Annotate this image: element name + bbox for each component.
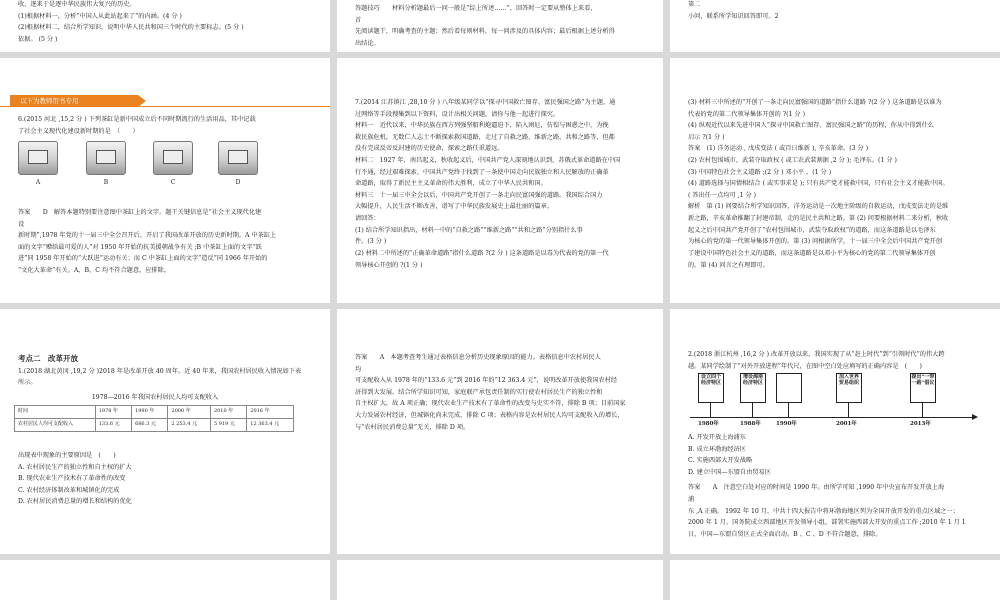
arrow-right-icon <box>972 414 978 420</box>
option-line: B. 成立环渤海经济区 <box>688 445 746 453</box>
question-line: 6.(2015 河北 ,15,2 分 ) 下列茶缸是新中国成立后不同时期流行的生活用品，其中记载 <box>18 116 256 123</box>
text-line: ( 答出任一点均可 ,1 分 ) <box>688 191 757 199</box>
text-line: 行不通，经过艰难探索，中国共产党终于找到了一条使中国走向民族独立和人民解放的正确革 <box>355 168 609 176</box>
option-label: B <box>103 179 109 186</box>
text-line: 启示 ?(1 分 ) <box>688 133 725 141</box>
timeline-stem <box>752 402 753 417</box>
answer-line: 答案 A 本题考查考生通过表格信息分析历史现象原因的能力。表格信息中农村居民人 <box>355 354 601 361</box>
page-9 <box>670 309 1000 554</box>
question-line: 越。某同学绘制了“对外开放进程”年代尺，在图中空白处应填写的正确内容是 ( ) <box>688 362 922 370</box>
timeline-year: 1988年 <box>740 421 761 427</box>
timeline-year: 2013年 <box>910 421 931 427</box>
option-line: C. 实施西部大开发战略 <box>688 457 753 465</box>
text-line: 起义之后中国共产党开创了“农村包围城市，武装夺取政权”的道路，而这条道路是以毛泽东 <box>688 226 936 234</box>
option-label: A <box>35 179 41 186</box>
page-10 <box>0 560 330 600</box>
table-cell: 2 253.4 元 <box>168 419 211 432</box>
page-6 <box>670 58 1000 303</box>
text-line: 依据。 (5 分 ) <box>18 35 58 43</box>
table-header-row <box>15 406 294 419</box>
page-5 <box>337 58 663 303</box>
option-line: A. 农村居民生产的独立性和自主权的扩大 <box>18 463 132 471</box>
question-line: 了社会主义现代化建设新时期的是 （ ） <box>18 127 139 135</box>
timeline-stem <box>710 402 711 417</box>
answer-line: 答案 D 解答本题特别要注意图中茶缸上的文字。题干关键信息是“社会主义现代化建 <box>18 209 262 216</box>
text-line: 首 <box>355 16 362 24</box>
page-11 <box>337 560 663 600</box>
page-12 <box>670 560 1000 600</box>
timeline-event: 提出“一带一路”倡议 <box>910 373 936 403</box>
text-line: 救民族危机，无数仁人志士不断探索救国道路，走过了自救之路、维新之路、共和之路等，但都 <box>355 133 615 141</box>
question-line: 2.(2018 浙江杭州 ,16,2 分 ) 改革开放以来，我国实现了从“赶上时代”到“引领时代”的伟大跨 <box>688 351 945 358</box>
text-line: (2)根据材料二，结合所学知识，说明中华人民共和国三个时代的主要标志。(5 分 ) <box>18 24 244 32</box>
page-3 <box>670 0 1000 52</box>
timeline-stem <box>788 402 789 417</box>
answer-line: 答案 A 注意空白处对应的时间是 1990 年。由所学可知 ,1990 年中央宣布开发开放上海 <box>688 484 945 492</box>
text-line: 解析 第 (1) 问要结合所学知识回答，洋务运动是一次地主阶级的自救运动，戊戌变法走的是维 <box>688 203 949 211</box>
answer-line: 进”同 1958 年开始的“大跃进”运动有关；而 C 中茶缸上面的文字“造反”同 1966 年开始的 <box>18 255 268 263</box>
timeline-stem <box>848 402 849 417</box>
answer-line: 浦 <box>688 496 695 504</box>
table-cell: 12 363.4 元 <box>247 419 294 432</box>
mug-image-a <box>18 141 58 186</box>
text-line: 材料二 1927 年，南昌起义，秋收起义后，中国共产党人深刻地认识到，苏俄式革命道路在中国 <box>355 157 621 165</box>
option-line: C. 农村经济体制改革和城镇化的完成 <box>18 486 120 494</box>
section-heading: 考点二 改革开放 <box>18 354 78 363</box>
answer-line: 大力发展农村经济，但城镇化尚未完成，排除 C 项；表格内容是农村居民人均可支配收入的增长， <box>355 412 624 420</box>
text-line: 为核心的党的第一代领导集体开创的。第 (3) 问根据所学，十一届三中全会后中国共产党开创 <box>688 238 943 246</box>
text-line: 材料一 近代以来，中华民族在西方列强坚船利炮逼迫下，陷入困厄，仿徨与困惑之中。为挽 <box>355 122 609 130</box>
table-cell: 时间 <box>15 406 96 419</box>
text-line: 没有完成反帝反封建的历史使命，探索之路任重道远。 <box>355 145 504 153</box>
table-cell: 2016 年 <box>247 406 294 419</box>
text-line: 代表的党的第二代领导集体开创的 ?(1 分 ) <box>688 110 805 118</box>
table-title: 1978—2016 年我国农村居民人均可支配收入 <box>91 394 219 401</box>
text-line: 收，逐来于是逐中华民族伟大复兴的历史。 <box>18 1 136 8</box>
text-line: 出现表中现象的主要原因是 ( ) <box>18 452 116 459</box>
income-table <box>14 405 294 432</box>
text-line: 了建设中国特色社会主义的道路，而这条道路是以邓小平为核心的党的第二代领导集体开创 <box>688 249 936 257</box>
text-line: 7.(2014 江苏镇江 ,28,10 分 ) 八年级某同学以“探寻中国救亡图存、富民强国之路”为主题，通 <box>355 99 616 106</box>
text-line: (2) 材料二中所述的“正确革命道路”指什么道路 ?(2 分 ) 这条道路是以毒为代表的党的第一代 <box>355 249 609 257</box>
answer-line: 自主权扩大，故 A 项正确；现代农业生产技术有了革命性的改变与史实不符，排除 B 项；目前国家 <box>355 400 626 408</box>
text-line: 过网络等手段搜集到以下资料，设计出相关问题，请你与他一起进行探究。 <box>355 110 560 118</box>
option-line: B. 现代农业生产技术有了革命性的改变 <box>18 475 126 483</box>
table-cell: 农村居民人均可支配收入 <box>15 419 96 432</box>
table-cell: 5 919 元 <box>210 419 246 432</box>
option-line: D. 建立中国—东盟自由贸易区 <box>688 468 771 476</box>
text-line: 新之路，辛亥革命推翻了封建帝制，走的是民主共和之路。第 (2) 问要根据材料二来分析，秋收 <box>688 215 949 223</box>
answer-line: 东 ,A 正确。 1992 年 10 月，中共十四大报告中将环渤海地区列为全国开放开发的重点区域之一； <box>688 507 959 515</box>
text-line: 大幅提升，人民生活不断改善，谱写了中华民族发展史上最壮丽的篇章。 <box>355 203 553 211</box>
answer-line: 新时期”,1978 年党的十一届三中全会召开后，开启了我国改革开放的历史新时期。A 中茶缸上 <box>18 232 277 240</box>
table-cell: 2010 年 <box>210 406 246 419</box>
mug-images <box>18 141 278 189</box>
banner-rule <box>0 106 330 107</box>
answer-line: “文化大革命”有关。A、B、C 均不符合题意，应排除。 <box>18 267 170 275</box>
answer-line: 2000 年 1 月，国务院成立西部地区开发领导小组，部署实施西部大开发的重点工作 ;2010 年 1 月 1 <box>688 519 966 527</box>
text-line: 的。第 (4) 问言之有理即可。 <box>688 261 769 269</box>
text-line: 答题技巧 材料分析题最后一问一般是“综上所述……”，回答时一定要从整体上来看， <box>355 5 597 12</box>
option-label: D <box>235 179 241 186</box>
page-8 <box>337 309 663 554</box>
answer-line: 济得到大发展。结合所学知识可知，家庭联产承包责任制的实行使农村居民生产的独立性和 <box>355 388 603 396</box>
teacher-banner: 以下为教师用书专用 <box>10 95 138 107</box>
text-line: 答案 (1) 洋务运动 , 戊戌变法 ( 或百日维新 ), 辛亥革命。(3 分 ) <box>688 145 869 153</box>
table-cell: 1978 年 <box>95 406 131 419</box>
text-line: 领导核心开创的 ?(1 分 ) <box>355 261 423 269</box>
timeline-year: 1980年 <box>698 421 719 427</box>
table-cell: 1990 年 <box>132 406 168 419</box>
text-line: (1)根据材料一，分析“中国人从此站起来了”的内涵。(4 分 ) <box>18 12 182 20</box>
answer-line: 日，中国—东盟自贸区正式全面启动。B 、C 、D 不符合题意，排除。 <box>688 530 882 538</box>
table-cell: 686.3 元 <box>132 419 168 432</box>
table-cell: 133.6 元 <box>95 419 131 432</box>
option-label: C <box>170 179 176 186</box>
text-line: (2) 农村包围城市，武装夺取政权 ( 或工农武装割据 ,2 分 ); 毛泽东。(1 分 ) <box>688 157 897 165</box>
question-line: 1.(2018 湖北黄冈 ,19,2 分 )2018 年是改革开放 40 周年。近 40 年来，我国农村居民收入情况如下表 <box>18 367 302 375</box>
table-cell: 2000 年 <box>168 406 211 419</box>
text-line: (4) 纵观近代以来先进中国人“探寻中国救亡图存、富民强国之路”的历程，你从中得到什么 <box>688 122 934 130</box>
text-line: (3) 材料三中所述的“开创了一条走向民富强国的道路”指什么道路 ?(2 分 ) 这条道路是以谁为 <box>688 99 942 106</box>
page-7 <box>0 309 330 554</box>
text-line: 第二 <box>688 1 701 8</box>
text-line: (3) 中国特色社会主义道路 ;(2 分 ) 邓小平 。(1 分 ) <box>688 168 832 176</box>
timeline-year: 1990年 <box>776 421 797 427</box>
answer-line: 均 <box>355 365 362 373</box>
table-row <box>15 419 294 432</box>
question-line: 所示。 <box>18 379 37 387</box>
page-1 <box>0 0 330 52</box>
page-4 <box>0 58 330 303</box>
text-line: 件。(3 分 ) <box>355 238 387 246</box>
page-2 <box>337 0 663 52</box>
timeline-axis <box>690 417 975 418</box>
text-line: 先阅读题干，明确考查的主题；然后看每则材料，每一问涉及的具体内容；最后根据上述分析得 <box>355 28 615 36</box>
option-line: D. 农村居民消费总量的增长和结构的优化 <box>18 498 132 506</box>
answer-line: 可支配收入从 1978 年的“133.6 元”到 2016 年的“12 363.4 元”，说明改革开放使我国农村经 <box>355 377 618 385</box>
timeline-event: 设立四个经济特区 <box>698 373 724 403</box>
timeline-stem <box>922 402 923 417</box>
text-line: 请回答： <box>355 215 380 223</box>
timeline-blank <box>776 373 802 403</box>
mug-image-c <box>153 141 193 186</box>
timeline-year: 2001年 <box>836 421 857 427</box>
text-line: (1) 结合所学知识指出，材料一中的“自救之路”“维新之路”“共和之路”分别指什么事 <box>355 226 583 234</box>
option-line: A. 开发开放上海浦东 <box>688 434 746 441</box>
mug-image-b <box>86 141 126 186</box>
text-line: 材料三 十一届三中全会以后，中国共产党开创了一条走向民富国强的道路。我国综合国力 <box>355 191 603 199</box>
text-line: 出结论。 <box>355 39 380 47</box>
answer-line: 与“农村居民消费总量”无关，排除 D 项。 <box>355 423 470 431</box>
timeline-event: 增设海南经济特区 <box>740 373 766 403</box>
answer-line: 面的文字“赠给最可爱的人”对 1950 年开始的抗美援朝战争有关 ;B 中茶缸上面的文字“跃 <box>18 243 262 251</box>
timeline-event: 加入世界贸易组织 <box>836 373 862 403</box>
mug-image-d <box>218 141 258 186</box>
answer-line: 设 <box>18 220 25 228</box>
text-line: (4) 道路选择与国情相结合 ( 或实事求是 ); 只有共产党才能救中国，只有社会主义才能救中国。 <box>688 180 949 188</box>
text-line: 小问，联系所学知识回答即可。2 <box>688 12 779 20</box>
text-line: 命道路，取得了新民主主义革命的伟大胜利，成立了中华人民共和国。 <box>355 180 547 188</box>
